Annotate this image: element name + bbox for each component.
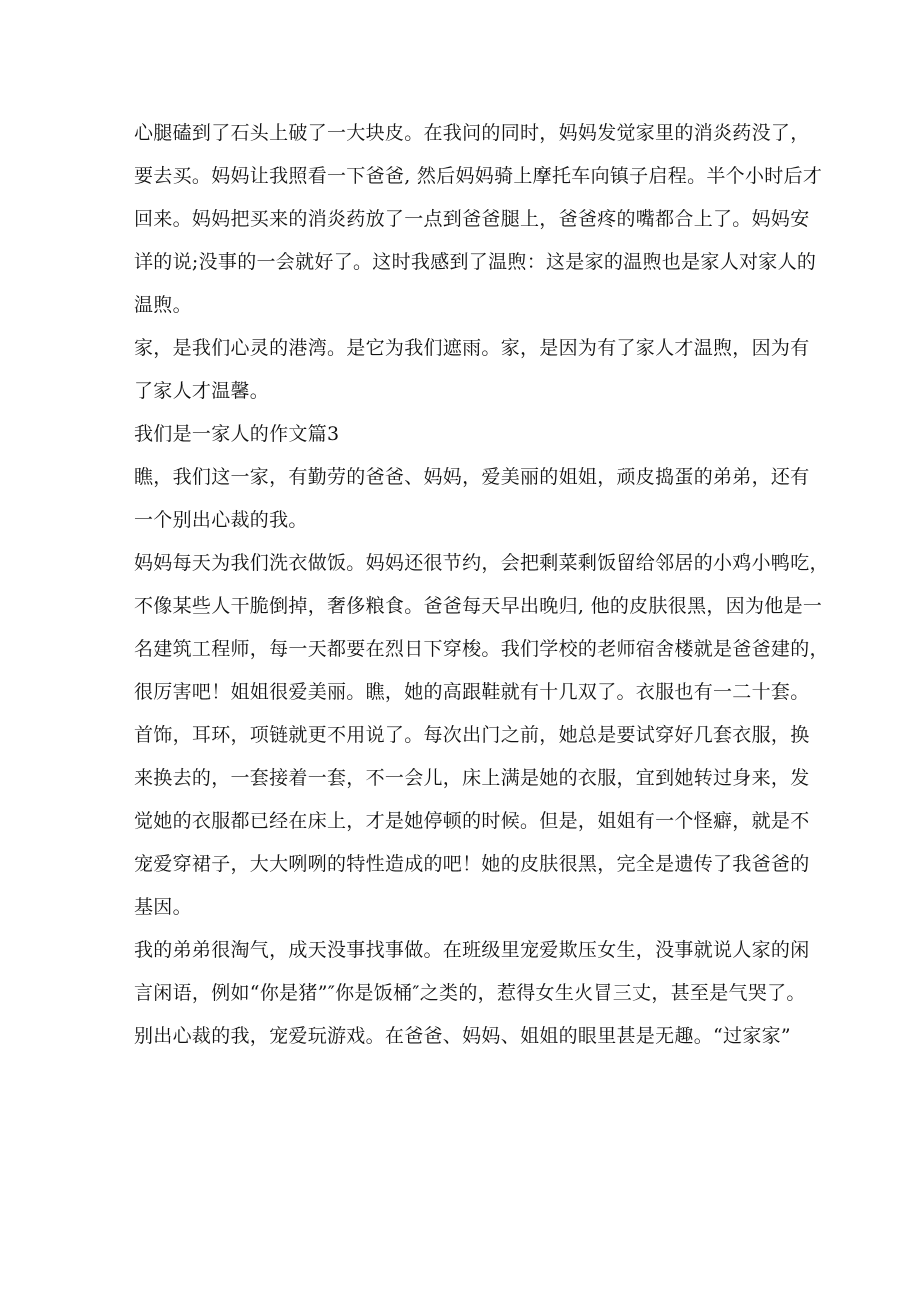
text-line: 一个别出心裁的我。: [134, 509, 308, 531]
text-line: 详的说;没事的一会就好了。这时我感到了温煦：这是家的温煦也是家人对家人的: [134, 251, 817, 273]
text-line: 首饰，耳环，项链就更不用说了。每次出门之前，她总是要试穿好几套衣服，换: [134, 724, 810, 746]
document-body: [134, 112, 829, 1058]
text-line: 温煦。: [134, 294, 192, 316]
text-line: 回来。妈妈把买来的消炎药放了一点到爸爸腿上，爸爸疼的嘴都合上了。妈妈安: [134, 208, 810, 230]
paragraph-1: [134, 112, 823, 327]
text-line: 很厉害吧！姐姐很爱美丽。瞧，她的高跟鞋就有十几双了。衣服也有一二十套。: [134, 681, 810, 703]
section-heading: 我们是一家人的作文篇3: [134, 423, 340, 445]
text-line: 妈妈每天为我们洗衣做饭。妈妈还很节约，会把剩菜剩饭留给邻居的小鸡小鸭吃，: [134, 552, 829, 574]
text-line: 言闲语，例如“你是猪”″你是饭桶″之类的，惹得女生火冒三丈，甚至是气哭了。: [134, 982, 806, 1004]
text-line: 要去买。妈妈让我照看一下爸爸, 然后妈妈骑上摩托车向镇子启程。半个小时后才: [134, 165, 823, 187]
text-line: 我的弟弟很淘气，成天没事找事做。在班级里宠爱欺压女生，没事就说人家的闲: [134, 939, 810, 961]
paragraph-2: [134, 327, 810, 413]
paragraph-4: [134, 542, 829, 929]
text-line: 觉她的衣服都已经在床上，才是她停顿的时候。但是，姐姐有一个怪癖，就是不: [134, 810, 810, 832]
text-line: 了家人才温馨。: [134, 380, 270, 402]
text-line: 家，是我们心灵的港湾。是它为我们遮雨。家，是因为有了家人才温煦，因为有: [134, 337, 810, 359]
text-line: 宠爱穿裙子，大大咧咧的特性造成的吧！她的皮肤很黑，完全是遗传了我爸爸的: [134, 853, 810, 875]
text-line: 名建筑工程师，每一天都要在烈日下穿梭。我们学校的老师宿舍楼就是爸爸建的，: [134, 638, 829, 660]
text-line: 别出心裁的我，宠爱玩游戏。在爸爸、妈妈、姐姐的眼里甚是无趣。“过家家”: [134, 1025, 791, 1047]
text-line: 不像某些人干脆倒掉，奢侈粮食。爸爸每天早出晚归, 他的皮肤很黑，因为他是一: [134, 595, 823, 617]
text-line: 来换去的，一套接着一套，不一会儿，床上满是她的衣服，宜到她转过身来，发: [134, 767, 810, 789]
text-line: 瞧，我们这一家，有勤劳的爸爸、妈妈，爱美丽的姐姐，顽皮捣蛋的弟弟，还有: [134, 466, 810, 488]
paragraph-3: [134, 456, 810, 542]
text-line: 基因。: [134, 896, 192, 918]
text-line: 心腿磕到了石头上破了一大块皮。在我问的同时，妈妈发觉家里的消炎药没了，: [134, 122, 810, 144]
paragraph-5: [134, 929, 810, 1058]
